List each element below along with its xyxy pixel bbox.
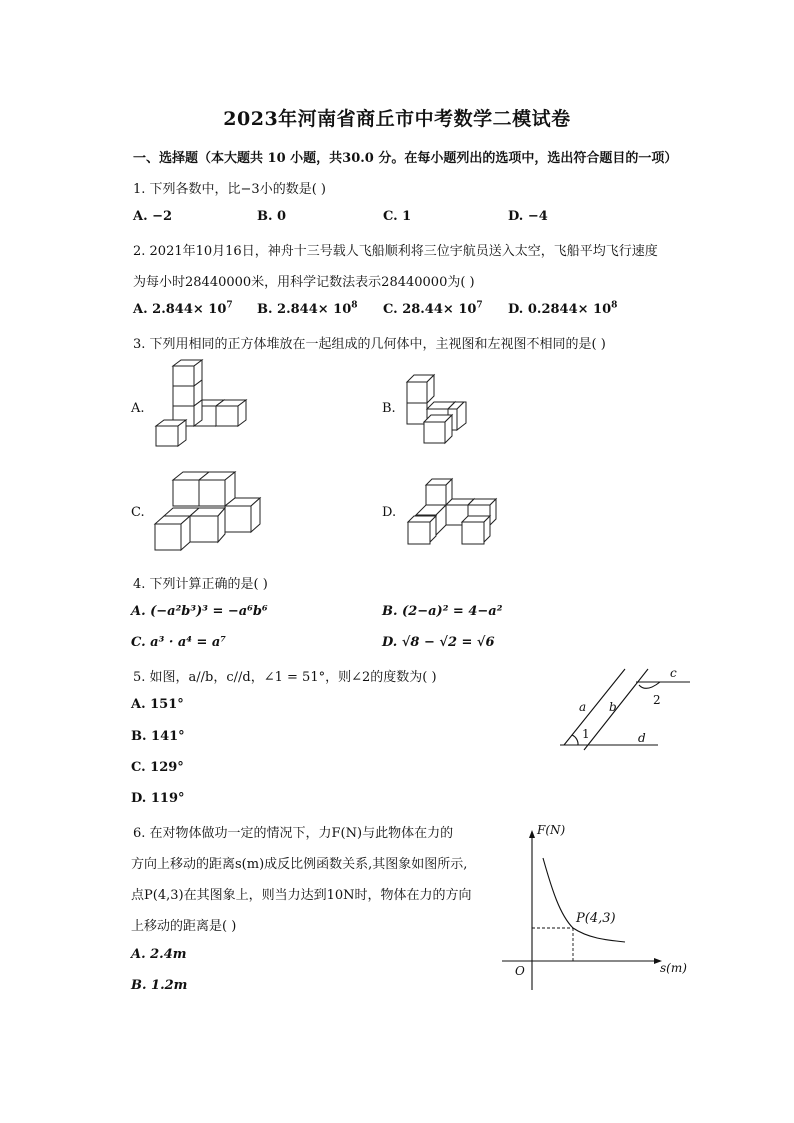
label-d: d — [638, 731, 646, 745]
q3-figure-c — [150, 470, 265, 560]
section-heading: 一、选择题（本大题共 10 小题，共30.0 分。在每小题列出的选项中，选出符合题目的一项） — [133, 151, 678, 166]
q4-stem: 4. 下列计算正确的是( ) — [133, 577, 268, 592]
y-axis-arrow-icon — [529, 830, 535, 838]
q6-stem-line2: 方向上移动的距离s(m)成反比例函数关系,其图象如图所示, — [131, 857, 468, 872]
angle-2-arc — [639, 682, 660, 688]
q3-option-b-label: B. — [382, 401, 396, 416]
q2-option-d: D. $0.2844\times 10^8$ — [508, 300, 618, 317]
q2-option-b: B. $2.844\times 10^8$ — [257, 300, 358, 317]
q1-option-b: B. 0 — [257, 209, 287, 224]
q2-option-c: C. $28.44\times 10^7$ — [383, 300, 483, 317]
q5-option-d: D. 119° — [131, 791, 185, 806]
q2-stem-line2: 为每小时28440000米，用科学记数法表示28440000为( ) — [133, 275, 475, 290]
label-angle-1: 1 — [582, 727, 590, 741]
q2-option-a: A. $2.844\times 10^7$ — [133, 300, 233, 317]
q3-figure-a — [150, 360, 260, 460]
inverse-curve — [543, 858, 625, 942]
angle-1-arc — [572, 735, 578, 745]
q6-stem-line4: 上移动的距离是( ) — [131, 919, 237, 934]
q3-figure-b — [404, 374, 474, 446]
q3-figure-d — [404, 476, 504, 552]
q4-option-b: B. (2−a)² = 4−a² — [382, 604, 503, 619]
label-b: b — [609, 700, 617, 714]
q1-stem: 1. 下列各数中，比−3小的数是( ) — [133, 182, 326, 197]
q3-option-a-label: A. — [131, 401, 145, 416]
x-axis-label: s(m) — [660, 961, 687, 975]
label-angle-2: 2 — [653, 693, 661, 707]
q4-option-c: C. a³ · a⁴ = a⁷ — [131, 635, 227, 650]
q4-option-a: A. (−a²b³)³ = −a⁶b⁶ — [131, 604, 268, 619]
q5-option-a: A. 151° — [131, 697, 184, 712]
label-a: a — [579, 700, 587, 714]
q6-stem-line3: 点P(4,3)在其图象上，则当力达到10N时，物体在力的方向 — [131, 888, 472, 903]
page-title: 2023年河南省商丘市中考数学二模试卷 — [223, 108, 571, 130]
q5-option-c: C. 129° — [131, 760, 184, 775]
q5-option-b: B. 141° — [131, 729, 185, 744]
q3-option-d-label: D. — [382, 505, 397, 520]
q6-option-a: A. 2.4m — [131, 947, 187, 962]
label-c: c — [670, 666, 677, 680]
point-p-label: P(4,3) — [576, 911, 616, 926]
q3-option-c-label: C. — [131, 505, 145, 520]
q6-option-b: B. 1.2m — [131, 978, 188, 993]
q5-figure — [560, 665, 695, 755]
origin-label: O — [515, 964, 525, 978]
q1-option-c: C. 1 — [383, 209, 412, 224]
q4-option-d: D. √8 − √2 = √6 — [382, 635, 495, 650]
q5-stem: 5. 如图，a//b，c//d，∠1 = 51°，则∠2的度数为( ) — [133, 670, 437, 685]
q2-stem-line1: 2. 2021年10月16日，神舟十三号载人飞船顺利将三位宇航员送入太空，飞船平均飞行速度 — [133, 244, 658, 259]
y-axis-label: F(N) — [537, 823, 566, 837]
cube — [173, 360, 202, 386]
q1-option-a: A. −2 — [133, 209, 173, 224]
q6-stem-line1: 6. 在对物体做功一定的情况下，力F(N)与此物体在力的 — [133, 826, 454, 841]
q1-option-d: D. −4 — [508, 209, 548, 224]
q3-stem: 3. 下列用相同的正方体堆放在一起组成的几何体中，主视图和左视图不相同的是( ) — [133, 337, 606, 352]
q6-figure — [500, 820, 695, 995]
